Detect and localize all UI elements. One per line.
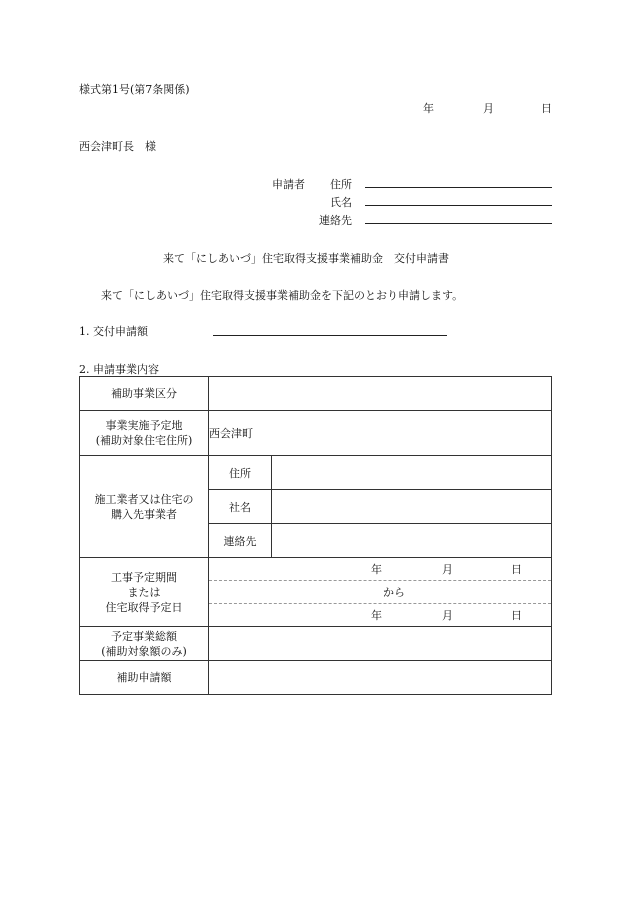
section1-label: 1. 交付申請額 — [79, 325, 148, 338]
request-label-cell — [80, 661, 209, 695]
site-label-cell — [80, 411, 209, 456]
period-value-cell[interactable] — [209, 558, 552, 627]
date-day-label: 日 — [541, 102, 552, 115]
site-label-line2: (補助対象住宅住所) — [95, 434, 193, 447]
contractor-address-label-cell — [209, 456, 272, 490]
section2-label: 2. 申請事業内容 — [79, 363, 159, 376]
period-end-day: 日 — [511, 609, 522, 622]
total-label-cell — [80, 627, 209, 661]
request-label: 補助申請額 — [116, 671, 172, 684]
period-end-month: 月 — [442, 609, 453, 622]
category-label: 補助事業区分 — [111, 387, 177, 400]
site-value-cell[interactable] — [209, 411, 552, 456]
total-label-line1: 予定事業総額 — [111, 629, 177, 643]
table-row — [80, 661, 552, 695]
intro-text: 来て「にしあいづ」住宅取得支援事業補助金を下記のとおり申請します。 — [101, 289, 464, 302]
category-value-cell[interactable] — [209, 377, 552, 411]
table-row — [80, 377, 552, 411]
contractor-label-cell — [80, 456, 209, 558]
contractor-address-value-cell[interactable] — [272, 456, 552, 490]
site-value: 西会津町 — [209, 427, 253, 440]
applicant-contact-label: 連絡先 — [319, 214, 352, 227]
applicant-contact-field[interactable] — [365, 223, 552, 224]
period-start-year: 年 — [371, 563, 382, 576]
applicant-name-field[interactable] — [365, 205, 552, 206]
form-number: 様式第1号(第7条関係) — [79, 83, 190, 96]
contractor-contact-label-cell — [209, 524, 272, 558]
request-amount-field[interactable] — [213, 335, 447, 336]
contractor-contact-value-cell[interactable] — [272, 524, 552, 558]
applicant-address-label: 住所 — [330, 178, 352, 191]
table-row — [80, 411, 552, 456]
period-from-row — [209, 580, 551, 603]
period-label-line2: または — [127, 585, 161, 599]
table-row — [80, 456, 552, 490]
period-label-line1: 工事予定期間 — [111, 570, 177, 584]
contractor-label-line2: 購入先事業者 — [111, 507, 177, 521]
applicant-address-field[interactable] — [365, 187, 552, 188]
date-month-label: 月 — [483, 102, 494, 115]
contractor-contact-label: 連絡先 — [223, 534, 257, 548]
table-row — [80, 558, 552, 627]
period-from-label: から — [383, 586, 405, 599]
contractor-label-line1: 施工業者又は住宅の — [94, 492, 194, 506]
period-label-line3: 住宅取得予定日 — [105, 600, 183, 614]
date-year-label: 年 — [423, 102, 434, 115]
period-start-day: 日 — [511, 563, 522, 576]
total-value-cell[interactable] — [209, 627, 552, 661]
document-title: 来て「にしあいづ」住宅取得支援事業補助金 交付申請書 — [163, 252, 449, 265]
total-label-line2: (補助対象額のみ) — [101, 644, 187, 658]
period-start-month: 月 — [442, 563, 453, 576]
period-start-date[interactable] — [209, 558, 551, 580]
period-end-date[interactable] — [209, 603, 551, 626]
table-row — [80, 627, 552, 661]
contractor-company-label: 社名 — [229, 500, 251, 514]
period-end-year: 年 — [371, 609, 382, 622]
site-label-line1: 事業実施予定地 — [105, 419, 183, 432]
applicant-name-label: 氏名 — [330, 196, 352, 209]
application-table — [79, 376, 552, 695]
category-label-cell — [80, 377, 209, 411]
applicant-role-label: 申請者 — [272, 178, 305, 191]
request-value-cell[interactable] — [209, 661, 552, 695]
contractor-address-label: 住所 — [229, 466, 251, 480]
period-label-cell — [80, 558, 209, 627]
addressee: 西会津町長 様 — [79, 140, 156, 153]
contractor-company-value-cell[interactable] — [272, 490, 552, 524]
contractor-company-label-cell — [209, 490, 272, 524]
